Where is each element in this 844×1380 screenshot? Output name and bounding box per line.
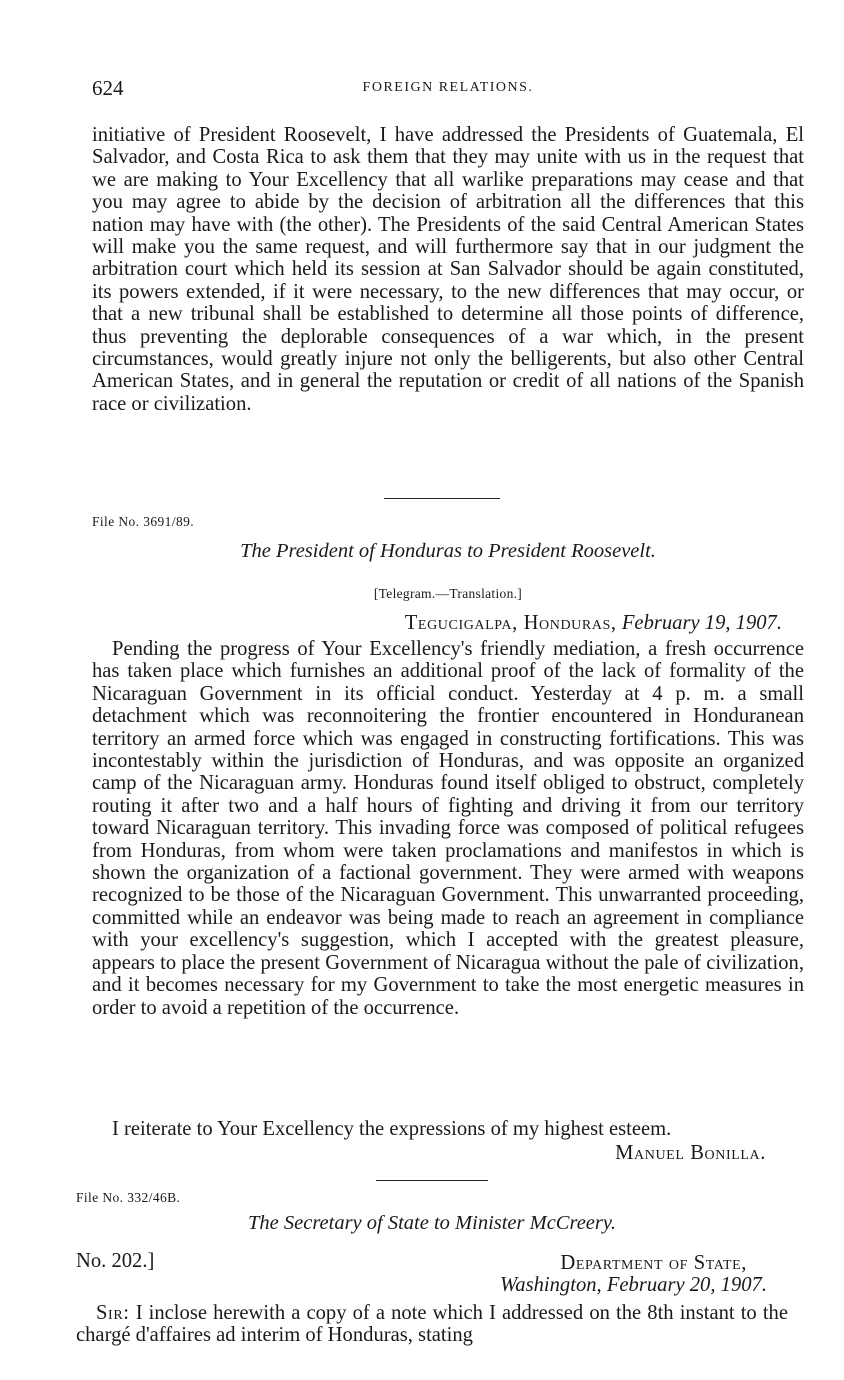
- section-divider: [384, 498, 500, 499]
- telegram-note: [Telegram.—Translation.]: [373, 586, 523, 601]
- letter-heading: The President of Honduras to President Roosevelt.: [240, 540, 656, 562]
- letter-closing: I reiterate to Your Excellency the expressions of my highest esteem.: [112, 1118, 672, 1140]
- dateline-place: Tegucigalpa, Honduras,: [404, 612, 617, 634]
- signature: Manuel Bonilla.: [615, 1142, 766, 1164]
- file-number: File No. 332/46B.: [76, 1190, 181, 1205]
- page-number: 624: [92, 76, 124, 100]
- salutation: Sir:: [96, 1302, 130, 1324]
- letter-body-text: I inclose herewith a copy of a note which I addressed on the 8th instant to the chargé d'affaires ad interim of Honduras, stating: [76, 1302, 788, 1347]
- department-line: Department of State,: [560, 1252, 747, 1274]
- running-head: FOREIGN RELATIONS.: [362, 80, 534, 95]
- continued-paragraph: initiative of President Roosevelt, I have addressed the Presidents of Guatemala, El Salvador, and Costa Rica to ask them that they may unite with us in the request that we are making to Your Excellency that all warlike preparations may cease and that you may agree to abide by the decision of arbitration all the differences that this nation may have with (the other). The Presidents of the said Central American States will make you the same request, and will furthermore say that in our judgment the arbitration court which held its session at San Salvador should be again constituted, its powers extended, if it were necessary, to the new differences that may occur, or that a new tribunal shall be established to determine all those points of difference, thus preventing the deplorable consequences of a war which, in the present circumstances, would greatly injure not only the belligerents, but also other Central American States, and in general the reputation or credit of all nations of the Spanish race or civilization.: [92, 124, 804, 415]
- dateline-date: February 19, 1907.: [621, 612, 782, 634]
- section-divider: [376, 1180, 488, 1181]
- letter-body: [76, 1302, 788, 1350]
- file-number: File No. 3691/89.: [92, 514, 195, 529]
- place-date-line: Washington, February 20, 1907.: [500, 1274, 767, 1296]
- letter-heading: The Secretary of State to Minister McCreery.: [248, 1212, 616, 1234]
- dateline: [92, 612, 782, 635]
- page-header: [92, 76, 804, 106]
- despatch-number: No. 202.]: [76, 1250, 155, 1272]
- letter-body: Pending the progress of Your Excellency's friendly mediation, a fresh occurrence has taken place which furnishes an additional proof of the lack of formality of the Nicaraguan Government in its official conduct. Yesterday at 4 p. m. a small detachment which was reconnoitering the frontier encountered in Honduranean territory an armed force which was engaged in constructing fortifications. This was incontestably within the jurisdiction of Honduras, and was opposite an organized camp of the Nicaraguan army. Honduras found itself obliged to obstruct, completely routing it after two and a half hours of fighting and driving it from our territory toward Nicaraguan territory. This invading force was composed of political refugees from Honduras, from whom were taken proclamations and manifestos in which is shown the organization of a factional government. They were armed with weapons recognized to be those of the Nicaraguan Government. This unwarranted proceeding, committed while an endeavor was being made to reach an agreement in compliance with your excellency's suggestion, which I accepted with the greatest pleasure, appears to place the present Government of Nicaragua without the pale of civilization, and it becomes necessary for my Government to take the most energetic measures in order to avoid a repetition of the occurrence.: [92, 638, 804, 1019]
